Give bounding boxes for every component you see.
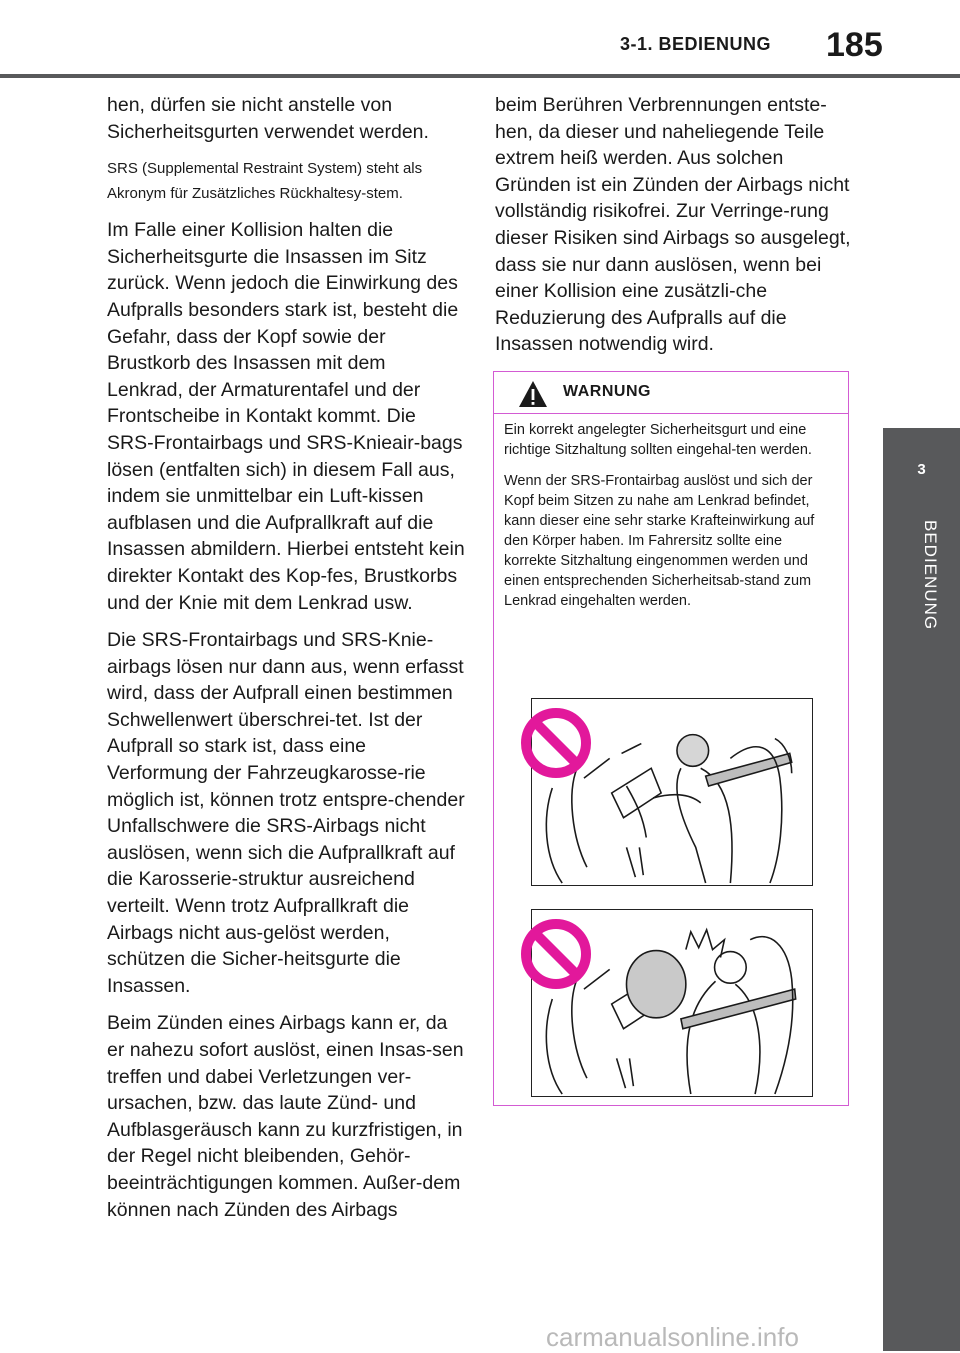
- right-column: [495, 92, 853, 369]
- paragraph: beim Berühren Verbrennungen entste-hen, da dieser und naheliegende Teile extrem heiß werden. Aus solchen Gründen ist ein Zünden der Airbags nicht vollständig risikofrei. Zur Verringe-rung dieser Risiken sind Airbags so ausgelegt, dass sie nur dann auslösen, wenn bei einer Kollision eine zusätzli-che Reduzierung des Aufpralls auf die Insassen notwendig wird.: [495, 94, 851, 356]
- paragraph: Beim Zünden eines Airbags kann er, da er nahezu sofort auslöst, einen Insas-sen treffen und dabei Verletzungen ver-ursachen, bzw. das laute Zünd- und Aufblasgeräusch kann zu kurzfristigen, in der Regel nicht bleibenden, Gehör-beeinträchtigungen kommen. Außer-dem können nach Zünden des Airbags: [107, 1012, 464, 1221]
- warning-triangle-icon: [518, 380, 548, 408]
- left-column: [107, 92, 465, 1234]
- chapter-label: BEDIENUNG: [921, 520, 940, 631]
- page-number: 185: [826, 26, 883, 64]
- warning-title: WARNUNG: [563, 383, 651, 400]
- watermark: carmanualsonline.info: [546, 1322, 799, 1352]
- illustration-airbag-impact: [531, 909, 813, 1097]
- warning-box: [493, 371, 849, 1106]
- header-divider: [0, 74, 960, 78]
- prohibition-icon: [520, 707, 592, 779]
- paragraph: hen, dürfen sie nicht anstelle von Sicherheitsgurten verwendet werden.: [107, 94, 429, 143]
- chapter-tab: [883, 428, 960, 510]
- note-paragraph: SRS (Supplemental Restraint System) steht als Akronym für Zusätzliches Rückhaltesy-stem.: [107, 160, 423, 203]
- illustration-driver-too-close: [531, 698, 813, 886]
- prohibition-icon: [520, 918, 592, 990]
- warning-text: Ein korrekt angelegter Sicherheitsgurt und eine richtige Sitzhaltung sollten eingehal-ten werden.: [504, 422, 812, 458]
- chapter-number: 3: [917, 460, 926, 478]
- section-title: 3-1. BEDIENUNG: [620, 34, 772, 54]
- paragraph: Im Falle einer Kollision halten die Sicherheitsgurte die Insassen im Sitz zurück. Wenn jedoch die Einwirkung des Aufpralls besonders stark ist, besteht die Gefahr, dass der Kopf sowie der Brustkorb des Insassen mit dem Lenkrad, der Armaturentafel und der Frontscheibe in Kontakt kommt. Die SRS-Frontairbags und SRS-Knieair-bags lösen (entfalten sich) in diesem Fall aus, indem sie unmittelbar ein Luft-kissen aufblasen und die Aufprallkraft auf die Insassen abmildern. Hierbei entsteht kein direkter Kontakt des Kop-fes, Brustkorbs und der Knie mit dem Lenkrad usw.: [107, 219, 465, 614]
- paragraph: Die SRS-Frontairbags und SRS-Knie-airbags lösen nur dann aus, wenn erfasst wird, dass der Aufprall einen bestimmen Schwellenwert überschrei-tet. Ist der Aufprall so stark ist, dass eine Verformung der Fahrzeugkarosse-rie möglich ist, können trotz entspre-chender Unfallschwere die SRS-Airbags nicht auslösen, wenn sich die Aufprallkraft auf die Karosserie-struktur ausreichend verteilt. Wenn trotz Aufprallkraft die Airbags nicht aus-gelöst werden, schützen die Sicher-heitsgurte die Insassen.: [107, 629, 465, 997]
- warning-text: Wenn der SRS-Frontairbag auslöst und sich der Kopf beim Sitzen zu nahe am Lenkrad befindet, kann dieser eine sehr starke Krafteinwirkung auf den Körper haben. Im Fahrersitz sollte eine korrekte Sitzhaltung eingenommen werden und einen entsprechenden Sicherheitsab-stand zum Lenkrad eingehalten werden.: [504, 473, 815, 609]
- warning-header: [494, 372, 848, 414]
- warning-body: [494, 414, 848, 611]
